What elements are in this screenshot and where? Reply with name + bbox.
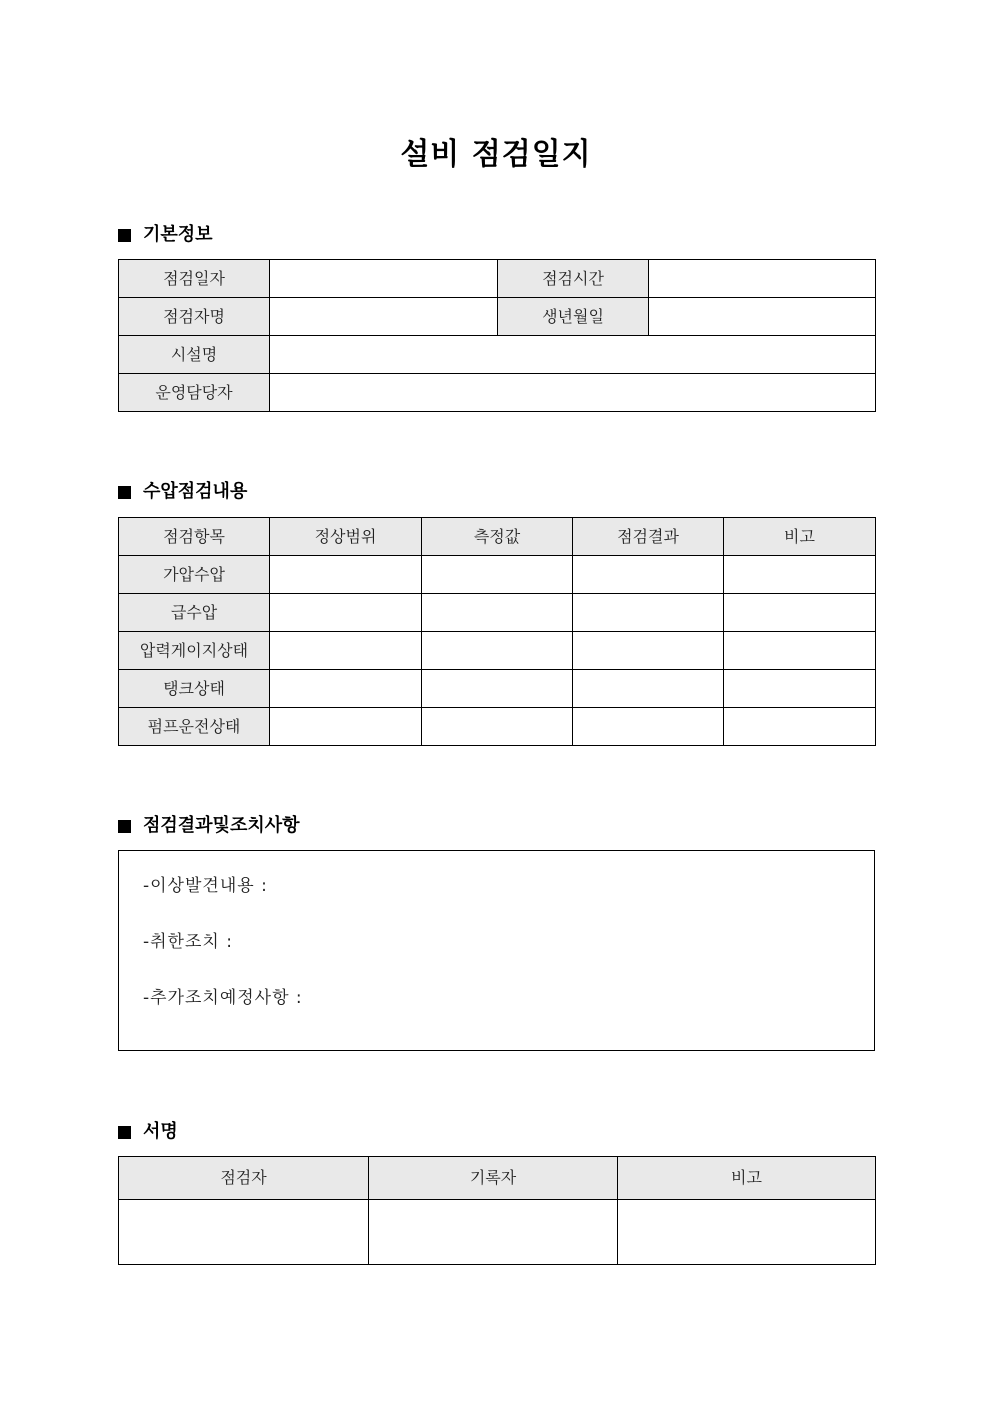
inspector-name-label: 점검자명 [119,298,270,336]
recorder-signature-field[interactable] [369,1200,618,1265]
table-cell[interactable] [573,708,724,746]
birth-date-field[interactable] [649,298,876,336]
table-cell[interactable] [724,556,876,594]
result-actions-heading [118,813,300,839]
operation-manager-label: 운영담당자 [119,374,270,412]
table-cell[interactable] [573,670,724,708]
table-cell[interactable] [270,594,422,632]
table-cell[interactable] [724,670,876,708]
table-cell[interactable] [422,708,573,746]
planned-action-line: -추가조치예정사항 : [143,988,303,1008]
result-actions-box[interactable] [118,850,875,1051]
inspection-time-field[interactable] [649,260,876,298]
row-label: 펌프운전상태 [119,708,270,746]
column-header: 비고 [724,518,876,556]
table-row [119,594,876,632]
table-row [119,298,876,336]
column-header: 측정값 [422,518,573,556]
table-cell[interactable] [724,632,876,670]
inspection-time-label: 점검시간 [498,260,649,298]
table-cell[interactable] [422,632,573,670]
inspector-signature-header: 점검자 [119,1157,369,1200]
pressure-check-heading [118,479,247,505]
table-cell[interactable] [270,632,422,670]
birth-date-label: 생년월일 [498,298,649,336]
pressure-check-heading-text: 수압점검내용 [143,481,248,502]
table-cell[interactable] [270,670,422,708]
row-label: 급수압 [119,594,270,632]
column-header: 정상범위 [270,518,422,556]
row-label: 가압수압 [119,556,270,594]
table-cell[interactable] [573,556,724,594]
column-header: 점검항목 [119,518,270,556]
signature-table [118,1156,876,1265]
facility-name-label: 시설명 [119,336,270,374]
table-row [119,670,876,708]
table-cell[interactable] [573,594,724,632]
square-bullet-icon [118,820,131,833]
remarks-signature-field[interactable] [618,1200,876,1265]
table-cell[interactable] [422,670,573,708]
square-bullet-icon [118,486,131,499]
signature-heading [118,1119,178,1145]
table-row [119,632,876,670]
anomaly-found-line: -이상발견내용 : [143,876,268,896]
inspector-name-field[interactable] [270,298,498,336]
table-row [119,374,876,412]
table-row [119,556,876,594]
facility-name-field[interactable] [270,336,876,374]
table-cell[interactable] [422,556,573,594]
table-header-row [119,518,876,556]
square-bullet-icon [118,1126,131,1139]
table-cell[interactable] [422,594,573,632]
row-label: 압력게이지상태 [119,632,270,670]
table-cell[interactable] [724,708,876,746]
table-row [119,260,876,298]
operation-manager-field[interactable] [270,374,876,412]
basic-info-heading-text: 기본정보 [143,224,213,245]
column-header: 점검결과 [573,518,724,556]
table-cell[interactable] [573,632,724,670]
signature-heading-text: 서명 [143,1121,178,1142]
table-header-row [119,1157,876,1200]
document-title: 설비 점검일지 [400,137,592,172]
table-row [119,708,876,746]
basic-info-table [118,259,876,412]
table-cell[interactable] [724,594,876,632]
pressure-check-table [118,517,876,746]
table-row [119,1200,876,1265]
basic-info-heading [118,222,213,248]
square-bullet-icon [118,229,131,242]
inspection-date-label: 점검일자 [119,260,270,298]
row-label: 탱크상태 [119,670,270,708]
inspector-signature-field[interactable] [119,1200,369,1265]
result-actions-heading-text: 점검결과및조치사항 [143,815,300,836]
action-taken-line: -취한조치 : [143,932,233,952]
inspection-date-field[interactable] [270,260,498,298]
table-row [119,336,876,374]
recorder-signature-header: 기록자 [369,1157,618,1200]
remarks-signature-header: 비고 [618,1157,876,1200]
table-cell[interactable] [270,708,422,746]
table-cell[interactable] [270,556,422,594]
